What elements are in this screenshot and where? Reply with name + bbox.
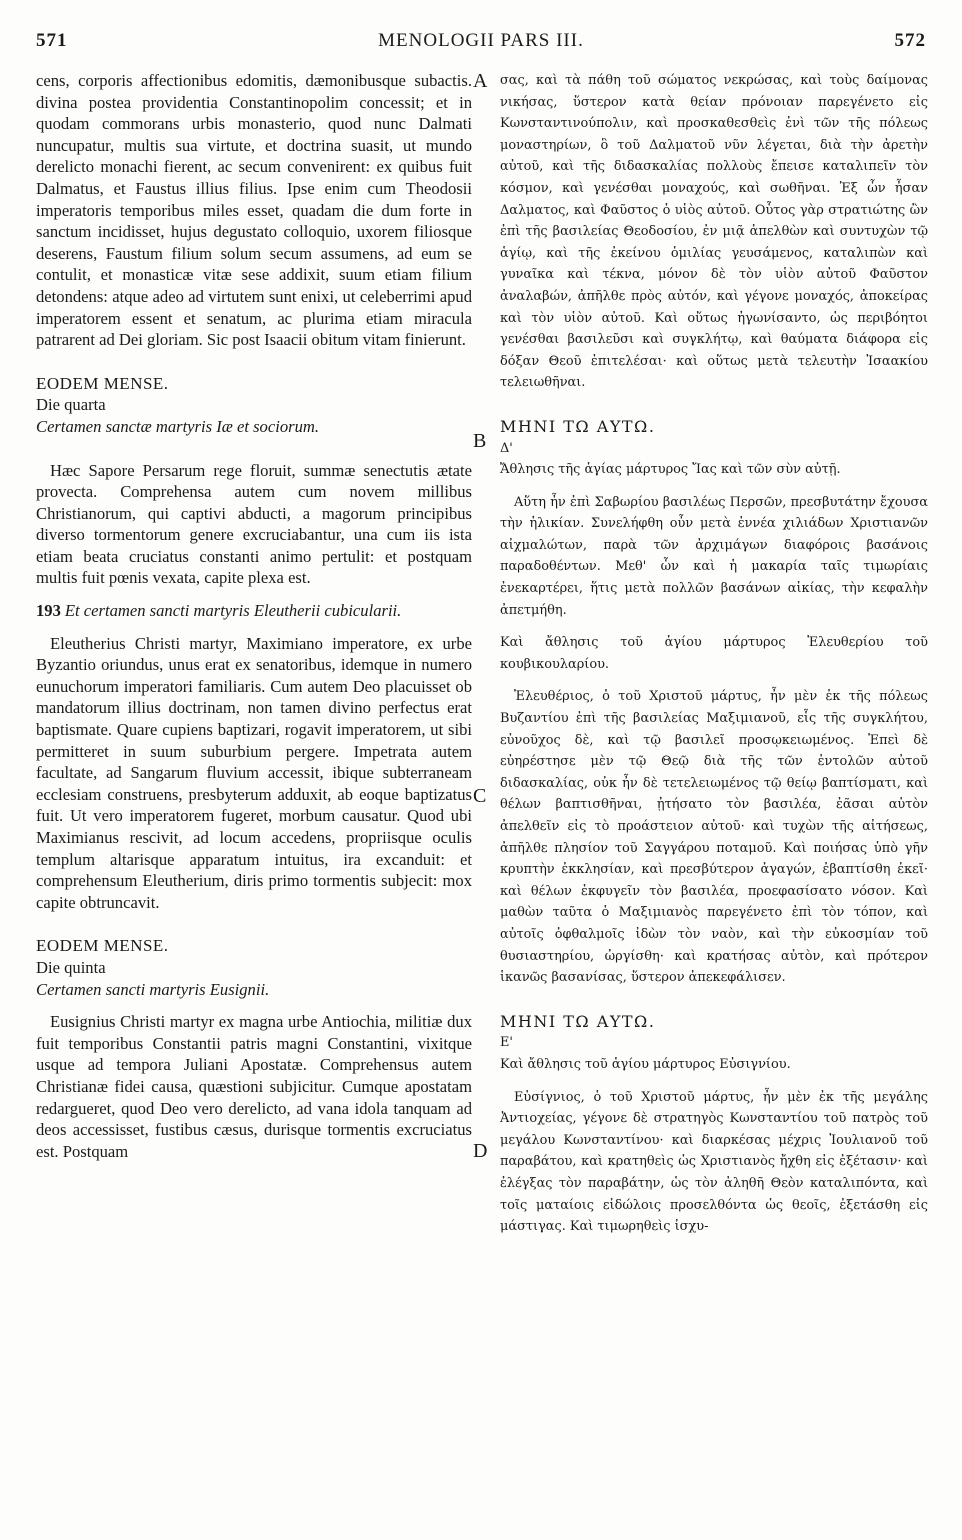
latin-section-title-3: Certamen sancti martyris Eusignii. <box>36 979 270 999</box>
latin-paragraph-continued: cens, corporis affectionibus edomitis, dæmonibusque subactis. divina postea providentia Constantinopolim concessit; et in quodam commorans urbis monasterio, quod nunc Dalmati nuncupatur, multis sua virtute, et doctrina suasit, ut mundo derelicto monachi fierent, ac secum convenirent: ex quibus fuit Dalmatus, et Faustus illius filius. Ipse enim cum Theodosii imperatoris temporibus miles esset, quadam die dum forte in sanctum incidisset, hujus degustato colloquio, uxorem filiosque deserens, Faustum filium solum secum assumens, ad eum se contulit, et monasticæ vitæ sese addixit, suum etiam filium detondens: atque adeo ad virtutem sunt enixi, ut celeberrimi apud imperatorem essent et senatum, ac plurima etiam miracula patrarent ad Dei gloriam. Sic post Isaacii obitum vitam finierunt. <box>36 71 472 350</box>
margin-marker-b: B <box>473 430 487 452</box>
latin-column <box>36 70 472 1162</box>
greek-month-heading-2: ΜΗΝΙ ΤΩ ΑΥΤΩ. <box>500 1011 656 1031</box>
greek-section-title-1: Ἄθλησις τῆς ἁγίας μάρτυρος Ἴας καὶ τῶν σὺν αὐτῇ. <box>500 462 841 478</box>
latin-day-1: Die quarta <box>36 395 106 415</box>
greek-section-text-2: Ἐλευθέριος, ὁ τοῦ Χριστοῦ μάρτυς, ἦν μὲν ἐκ τῆς πόλεως Βυζαντίου ἐπὶ τῆς βασιλείας Μαξιμιανοῦ, εἷς τῆς συγκλήτου, εὐνοῦχος δὲ, καὶ τῷ βασιλεῖ προσῳκειωμένος. Ἐπεὶ δὲ εὐηρέστησε μὲν τῷ Θεῷ διὰ τῆς τῶν ἐντολῶν αὐτοῦ διδασκαλίας, οὐκ ἦν δὲ τετελειωμένος τῷ θείῳ βαπτίσματι, καὶ θέλων βαπτισθῆναι, ᾐτήσατο τὸν βασιλέα, ἐᾶσαι αὐτὸν ἀπελθεῖν εἰς τὸ προάστειον αὐτοῦ· καὶ τυχὼν τῆς αἰτήσεως, ἀπῆλθε πλησίον τοῦ Σαγγάρου ποταμοῦ. Καὶ ποιήσας ὑπὸ γῆν κρυπτὴν ἐκκλησίαν, καὶ πρεσβύτερον ἀγαγών, ἐβαπτίσθη ἐκεῖ· καὶ θέλων ἐκφυγεῖν τὸν βασιλέα, προεφασίσατο νόσον. Καὶ μαθὼν ταῦτα ὁ Μαξιμιανὸς παρεγένετο ἐπὶ τὸν τόπον, καὶ αὐτοῖς ὀφθαλμοῖς ἰδὼν τὸν ναὸν, καὶ τὴν εὐκοσμίαν τοῦ θυσιαστηρίου, ὠργίσθη· καὶ κρατήσας αὐτὸν, καὶ πρότερον ἱκανῶς βασανίσας, ὕστερον ἀπεκεφάλισεν. <box>500 689 928 986</box>
latin-section-text-3: Eusignius Christi martyr ex magna urbe Antiochia, militiæ dux fuit temporibus Constantii patris magni Constantini, vixitque usque ad tempora Juliani Apostatæ. Comprehensus autem Christianæ fidei causa, quæstioni subjicitur. Cumque apostatam redargueret, quod Deo vero derelicto, ad vana idola tanquam ad deos accessisset, fustibus cæsus, durisque tormentis excruciatus est. Postquam <box>36 1012 472 1161</box>
page-header <box>36 30 926 58</box>
greek-paragraph-continued: σας, καὶ τὰ πάθη τοῦ σώματος νεκρώσας, καὶ τοὺς δαίμονας νικήσας, ὕστερον κατὰ θείαν πρόνοιαν παρεγένετο εἰς Κωνσταντινούπολιν, καὶ προσκαθεσθεὶς ἐνὶ τῶν τῆς πόλεως μοναστηρίων, ὃ τοῦ Δαλματοῦ νῦν λέγεται, διὰ τὴν ἀρετὴν αὐτοῦ, καὶ τῆς διδασκαλίας πολλοὺς ἔπεισε καταλιπεῖν τὸν κόσμον, καὶ γενέσθαι μοναχούς, καὶ σωθῆναι. Ἐξ ὧν ἦσαν Δαλματος, καὶ Φαῦστος ὁ υἱὸς αὐτοῦ. Οὗτος γὰρ στρατιώτης ὢν ἐπὶ τῆς βασιλείας Θεοδοσίου, ἐν μιᾷ ἀπελθὼν καὶ συντυχὼν τῷ ἁγίῳ, καὶ τῆς ἐκείνου ὁμιλίας γευσάμενος, καταλιπὼν καὶ γυναῖκα καὶ τέκνα, μόνον δὲ τὸν υἱὸν αὐτοῦ Φαῦστον ἀναλαβών, ἀπῆλθε πρὸς αὐτόν, καὶ γέγονε μοναχός, ἀποκείρας καὶ τὸν υἱὸν αὐτοῦ. Καὶ οὕτως ἠγωνίσαντο, ὡς περιβόητοι γενέσθαι βασιλεῦσι καὶ συγκλήτῳ, καὶ θαύματα διάφορα εἰς δόξαν Θεοῦ ἐπιτελέσαι· καὶ οὕτως μετὰ τελευτὴν Ἰσαακίου τελειωθῆναι. <box>500 73 928 391</box>
margin-marker-d: D <box>473 1140 488 1162</box>
greek-section-text-3: Εὐσίγνιος, ὁ τοῦ Χριστοῦ μάρτυς, ἦν μὲν ἐκ τῆς μεγάλης Ἀντιοχείας, γέγονε δὲ στρατηγὸς Κωνσταντίου τοῦ πατρὸς τοῦ μεγάλου Κωνσταντίνου· καὶ διαρκέσας μέχρις Ἰουλιανοῦ τοῦ παραβάτου, καὶ κρατηθεὶς ὡς Χριστιανὸς ἤχθη εἰς ἐξέτασιν· καὶ ἐλέγξας τὸν παραβάτην, ὡς τὸν ἀληθῆ Θεὸν καταλιπόντα, καὶ τοῖς ματαίοις εἰδώλοις προσελθόντα ὡς θεοῖς, ἐξετάσθη εἰς μάστιγας. Καὶ τιμωρηθεὶς ἰσχυ- <box>500 1089 928 1235</box>
margin-marker-c: C <box>473 785 487 807</box>
running-title: MENOLOGII PARS III. <box>378 30 584 51</box>
greek-day-1: Δ' <box>500 440 513 456</box>
latin-section-title-2 <box>36 600 472 622</box>
latin-month-heading-2: EODEM MENSE. <box>36 936 169 956</box>
latin-month-heading-1: EODEM MENSE. <box>36 373 169 393</box>
greek-section-title-2: Καὶ ἄθλησις τοῦ ἁγίου μάρτυρος Ἐλευθερίου τοῦ κουβικουλαρίου. <box>500 635 928 672</box>
page-number-right: 572 <box>894 30 926 51</box>
greek-column <box>500 70 928 1238</box>
margin-marker-a: A <box>473 70 488 92</box>
greek-section-text-1: Αὕτη ἦν ἐπὶ Σαβωρίου βασιλέως Περσῶν, πρεσβυτάτην ἔχουσα τὴν ἡλικίαν. Συνελήφθη οὖν μετὰ ἐννέα χιλιάδων Χριστιανῶν αἰχμαλώτων, παρὰ τῶν ἀρχιμάγων διαφόροις βασάνοις παραδοθέντων. Μεθ' ὧν καὶ ἡ μακαρία ταῖς τιμωρίαις ἐνεκαρτέρει, ἥτις μετὰ πολλῶν βασάνων αἰκίας, τὴν κεφαλὴν ἀπετμήθη. <box>500 494 928 618</box>
latin-section-title-2-text: Et certamen sancti martyris Eleutherii cubicularii. <box>64 601 402 621</box>
page-number-left: 571 <box>36 30 68 51</box>
latin-section-text-2: Eleutherius Christi martyr, Maximiano imperatore, ex urbe Byzantio oriundus, unus erat ex senatoribus, idemque in numero eunuchorum imperatori familiaris. Cum autem Deo placuisset ob mandatorum illius doctrinam, non tamen divino perfectus erat baptismate. Quare cupiens baptizari, rogavit imperatorem, ut sibi permitteret in suum suburbium pergere. Impetrata autem facultate, ad Sangarum fluvium accessit, ibique subterraneam ecclesiam construens, presbyterum adduxit, ab eoque baptizatus fuit. Ut vero imperatorem fugeret, morbum causatur. Quod ubi Maximianus rescivit, ad locum accedens, propriisque oculis templum altarisque apparatum intuitus, ira excanduit: et comprehensum Eleutherium, diris primo tormentis subjecit: mox capite obtruncavit. <box>36 633 472 912</box>
latin-day-2: Die quinta <box>36 957 106 977</box>
greek-month-heading-1: ΜΗΝΙ ΤΩ ΑΥΤΩ. <box>500 416 656 436</box>
section-number: 193 <box>36 601 61 621</box>
latin-section-title-1: Certamen sanctæ martyris Iæ et sociorum. <box>36 416 320 436</box>
latin-section-text-1: Hæc Sapore Persarum rege floruit, summæ senectutis ætate provecta. Comprehensa autem cum novem millibus Christianorum, qui captivi abducti, a magorum principibus diverso tormentorum genere excruciabantur, una cum iis ista etiam beata cruciatus constanti animo pertulit: et postquam multis fuit pœnis vexata, capite plexa est. <box>36 460 472 588</box>
greek-day-2: Ε' <box>500 1035 513 1051</box>
greek-section-title-3: Καὶ ἄθλησις τοῦ ἁγίου μάρτυρος Εὐσιγνίου. <box>500 1056 791 1072</box>
